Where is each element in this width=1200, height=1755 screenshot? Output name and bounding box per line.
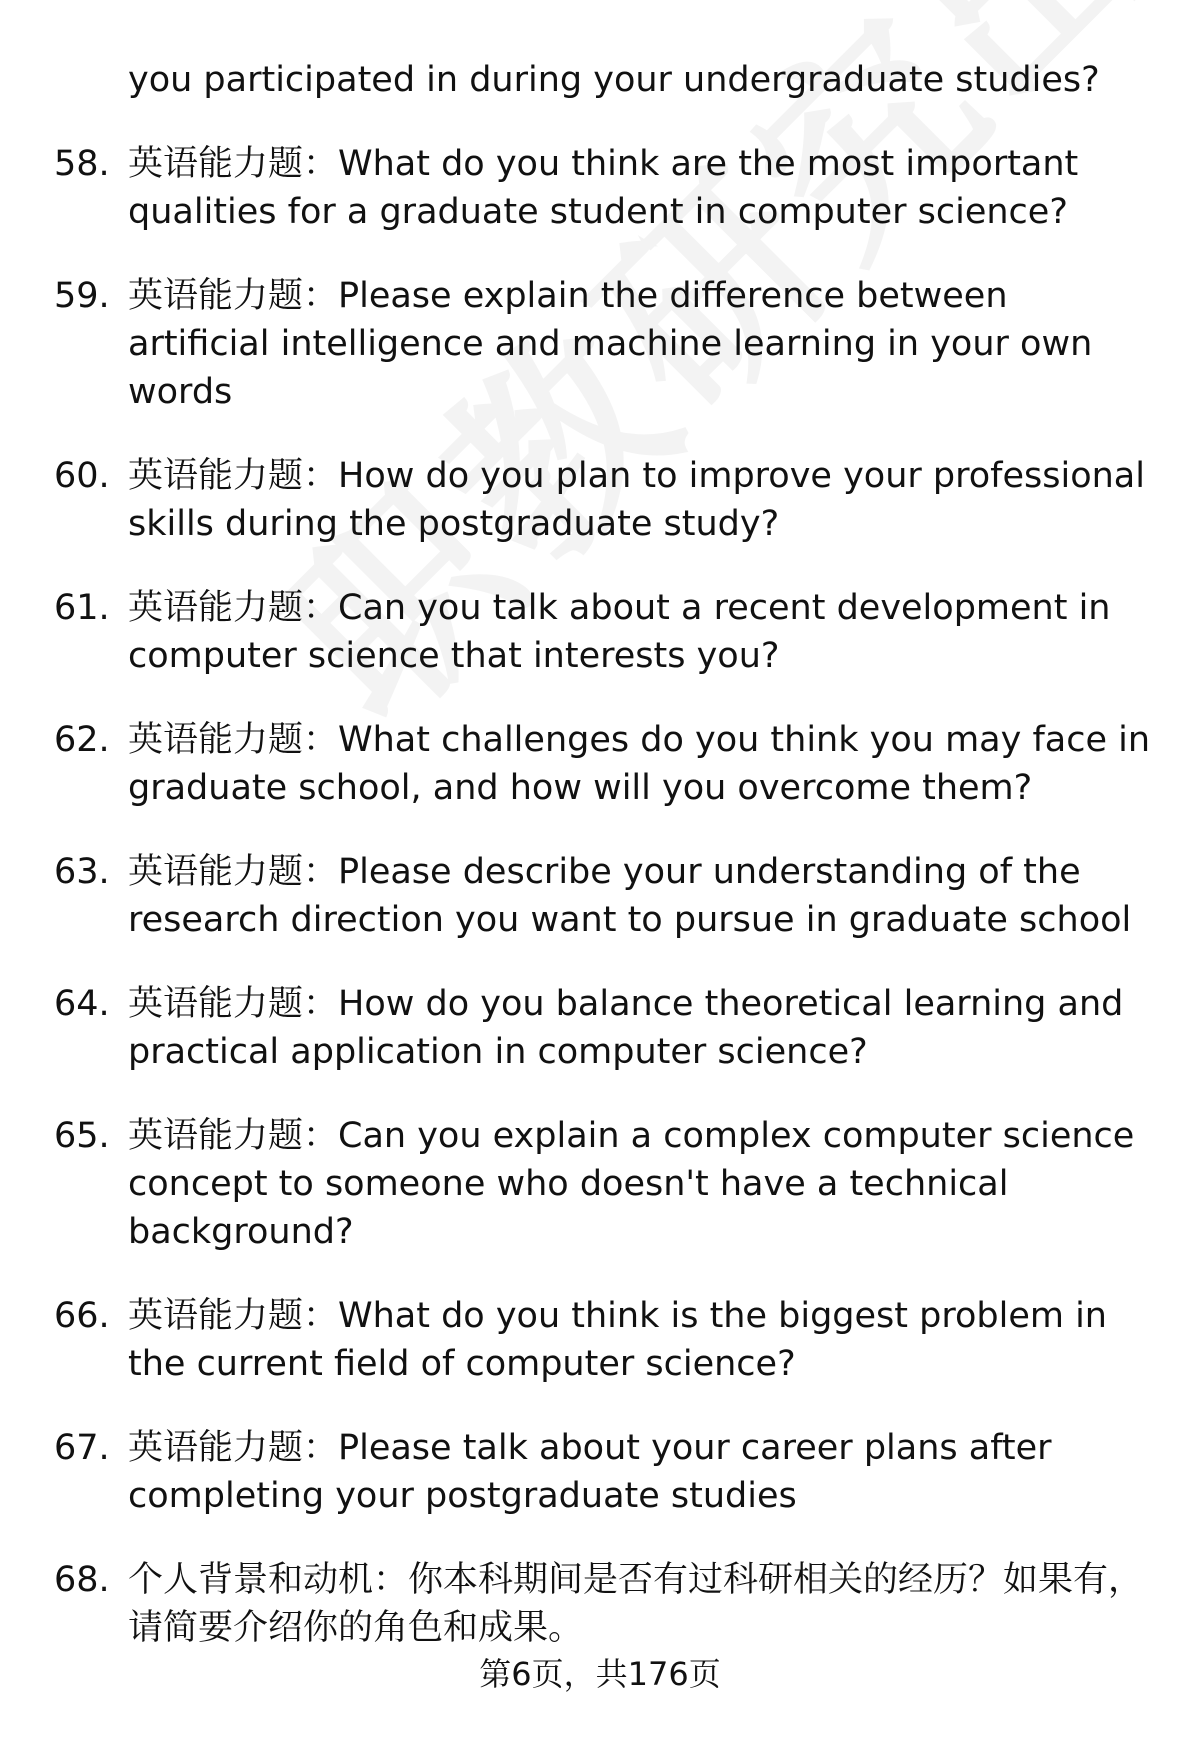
question-item [54, 1292, 1159, 1388]
question-item [54, 1112, 1159, 1256]
question-number: 61. [54, 588, 110, 628]
question-number: 65. [54, 1116, 110, 1156]
question-number: 64. [54, 984, 110, 1024]
question-text: 英语能力题：Can you talk about a recent development in computer science that interests you? [128, 588, 1111, 676]
question-number: 62. [54, 720, 110, 760]
question-number: 68. [54, 1560, 110, 1600]
question-number: 59. [54, 276, 110, 316]
question-text: 英语能力题：What do you think is the biggest problem in the current field of computer science? [128, 1296, 1107, 1384]
continued-question-text: you participated in during your undergraduate studies? [128, 60, 1100, 100]
question-text: 英语能力题：Please explain the difference between artificial intelligence and machine learning in your own words [128, 276, 1093, 412]
question-text: 英语能力题：Please describe your understanding of the research direction you want to pursue in graduate school [128, 852, 1132, 940]
question-text: 英语能力题：How do you plan to improve your professional skills during the postgraduate study? [128, 456, 1145, 544]
question-item [54, 452, 1159, 548]
question-text: 英语能力题：How do you balance theoretical learning and practical application in computer science? [128, 984, 1124, 1072]
question-item [54, 980, 1159, 1076]
question-item [54, 140, 1159, 236]
question-item [54, 848, 1159, 944]
question-item [54, 716, 1159, 812]
question-number: 63. [54, 852, 110, 892]
question-number: 66. [54, 1296, 110, 1336]
question-text: 英语能力题：What challenges do you think you may face in graduate school, and how will you overcome them? [128, 720, 1151, 808]
question-number: 67. [54, 1428, 110, 1468]
question-text: 英语能力题：Please talk about your career plans after completing your postgraduate studies [128, 1428, 1052, 1516]
question-number: 58. [54, 144, 110, 184]
question-text: 英语能力题：Can you explain a complex computer science concept to someone who doesn't have a technical background? [128, 1116, 1135, 1252]
question-item [54, 272, 1159, 416]
question-text: 个人背景和动机：你本科期间是否有过科研相关的经历？如果有，请简要介绍你的角色和成果。 [128, 1560, 1144, 1648]
question-item [54, 1424, 1159, 1520]
question-number: 60. [54, 456, 110, 496]
question-item [54, 584, 1159, 680]
page-footer: 第6页，共176页 [479, 1655, 721, 1693]
question-item [54, 1556, 1159, 1652]
question-text: 英语能力题：What do you think are the most important qualities for a graduate student in computer science? [128, 144, 1079, 232]
question-list [54, 56, 1159, 1688]
